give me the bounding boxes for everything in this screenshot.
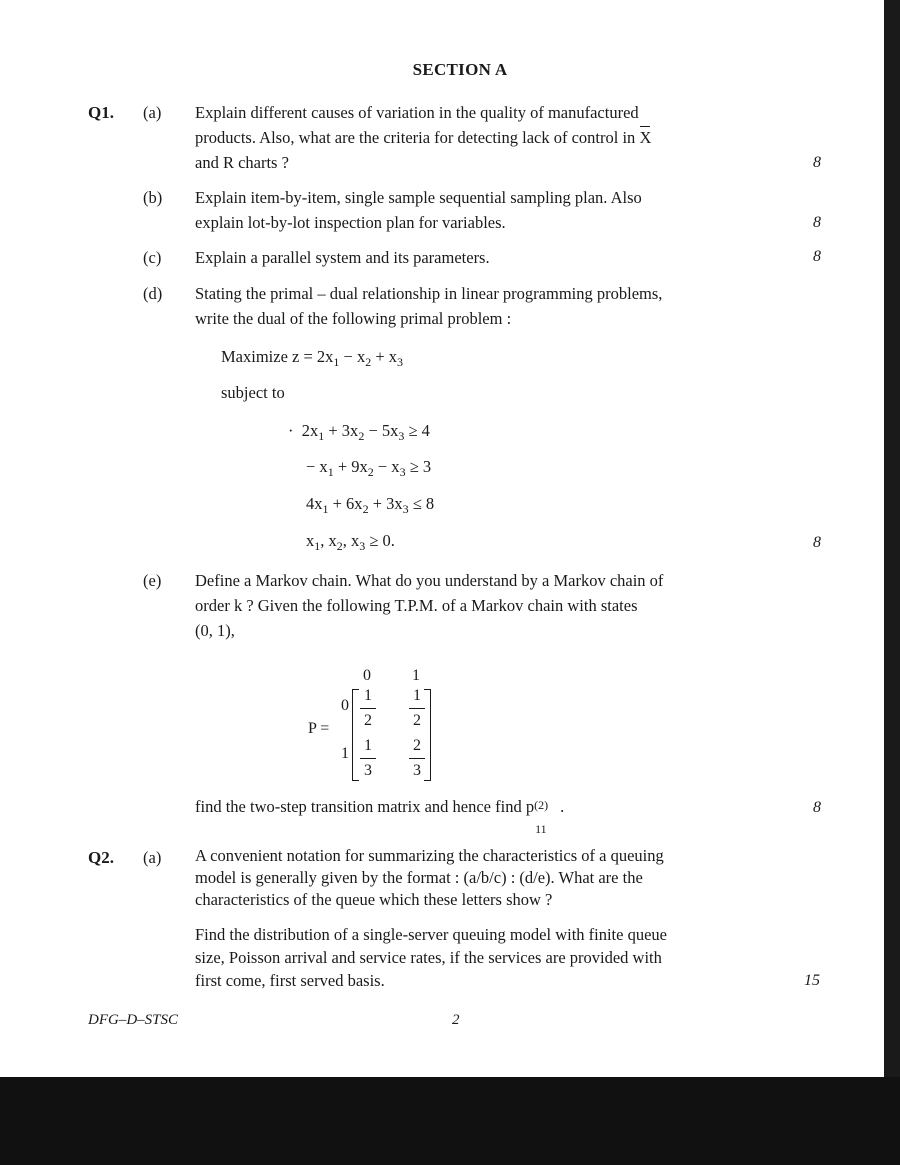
question-text-q2a-para2 — [195, 923, 795, 992]
matrix-entry: 1 3 — [359, 737, 377, 780]
question-text-q1e — [195, 568, 795, 643]
question-number-q1: Q1. — [88, 103, 114, 122]
q2a-line-5: size, Poisson arrival and service rates, if the services are provided with — [195, 948, 662, 967]
q2a-line-1: A convenient notation for summarizing the characteristics of a queuing — [195, 846, 664, 865]
matrix-col-label: 0 — [363, 667, 371, 684]
q1b-line-2: explain lot-by-lot inspection plan for variables. — [195, 213, 506, 232]
question-text-q1a — [195, 100, 790, 175]
marks-q1c: 8 — [813, 248, 821, 265]
constraint-3: $4x_1 + 6x_2 + 3x_3 \le 8$ — [306, 494, 435, 516]
q1c-line-1: Explain a parallel system and its parameters. — [195, 248, 490, 267]
part-label-q1e: (e) — [143, 571, 162, 590]
q1e-line-1: Define a Markov chain. What do you understand by a Markov chain of — [195, 571, 664, 590]
q1b-line-1: Explain item-by-item, single sample sequential sampling plan. Also — [195, 188, 642, 207]
objective-prefix: Maximize z = 2x — [221, 347, 334, 366]
subject-to-label: subject to — [221, 383, 285, 402]
q2a-line-4: Find the distribution of a single-server queuing model with finite queue — [195, 925, 667, 944]
marks-q1d: 8 — [813, 534, 821, 551]
marks-q1e: 8 — [813, 799, 821, 816]
marks-q2a: 15 — [804, 972, 820, 989]
q1e-line-2: order k ? Given the following T.P.M. of a Markov chain with states — [195, 596, 638, 615]
marks-q1a: 8 — [813, 154, 821, 171]
matrix-lhs: P = — [308, 720, 330, 737]
xbar-symbol: X — [639, 128, 652, 147]
q1d-line-2: write the dual of the following primal problem : — [195, 309, 512, 328]
paper-code: DFG–D–STSC — [88, 1012, 179, 1028]
question-text-q2a-para1 — [195, 845, 795, 911]
find-text: find the two-step transition matrix and hence find p — [195, 797, 535, 816]
section-title: SECTION A — [412, 60, 508, 79]
p-subscript: 11 — [535, 822, 547, 836]
q1a-line-2: products. Also, what are the criteria for detecting lack of control in — [195, 128, 636, 147]
question-text-q1d — [195, 281, 795, 331]
matrix-col-label: 1 — [412, 667, 420, 684]
scan-edge-right — [884, 0, 900, 1077]
question-text-q1c — [195, 245, 795, 270]
q1a-line-1: Explain different causes of variation in the quality of manufactured — [195, 103, 639, 122]
q1d-line-1: Stating the primal – dual relationship in linear programming problems, — [195, 284, 663, 303]
constraint-1: · $2x_1 + 3x_2 - 5x_3 \ge 4$ — [288, 421, 430, 443]
part-label-q1b: (b) — [143, 188, 163, 207]
scan-edge-bottom — [0, 1077, 900, 1165]
part-label-q1d: (d) — [143, 284, 163, 303]
q2a-line-2: model is generally given by the format : (a/b/c) : (d/e). What are the — [195, 868, 643, 887]
matrix-left-bracket — [352, 689, 359, 781]
marks-q1b: 8 — [813, 214, 821, 231]
matrix-entry: 1 2 — [359, 687, 377, 730]
matrix-row-label: 0 — [341, 697, 349, 714]
q2a-line-6: first come, first served basis. — [195, 971, 385, 990]
part-label-q1c: (c) — [143, 248, 162, 267]
objective-function: Maximize $z = 2x_1 - x_2 + x_3$ — [221, 347, 404, 369]
matrix-entry: 1 2 — [408, 687, 426, 730]
question-number-q2: Q2. — [88, 848, 114, 867]
q1a-line-3: and R charts ? — [195, 153, 289, 172]
matrix-entry: 2 3 — [408, 737, 426, 780]
matrix-row-label: 1 — [341, 745, 349, 762]
p-superscript: (2) — [534, 798, 549, 812]
q1e-line-3: (0, 1), — [195, 621, 235, 640]
part-label-q2a: (a) — [143, 848, 162, 867]
constraint-2: − $x_1 + 9x_2 - x_3 \ge 3$ — [306, 457, 432, 479]
non-negativity-constraint: $x_1$, $x_2$, $x_3 \ge 0$. — [306, 531, 395, 553]
find-two-step-text: find the two-step transition matrix and hence find p (2) 11 . — [195, 797, 565, 836]
part-label-q1a: (a) — [143, 103, 162, 122]
q2a-line-3: characteristics of the queue which these letters show ? — [195, 890, 553, 909]
transition-matrix — [300, 667, 450, 782]
question-text-q1b — [195, 185, 795, 235]
page-number: 2 — [452, 1012, 460, 1028]
